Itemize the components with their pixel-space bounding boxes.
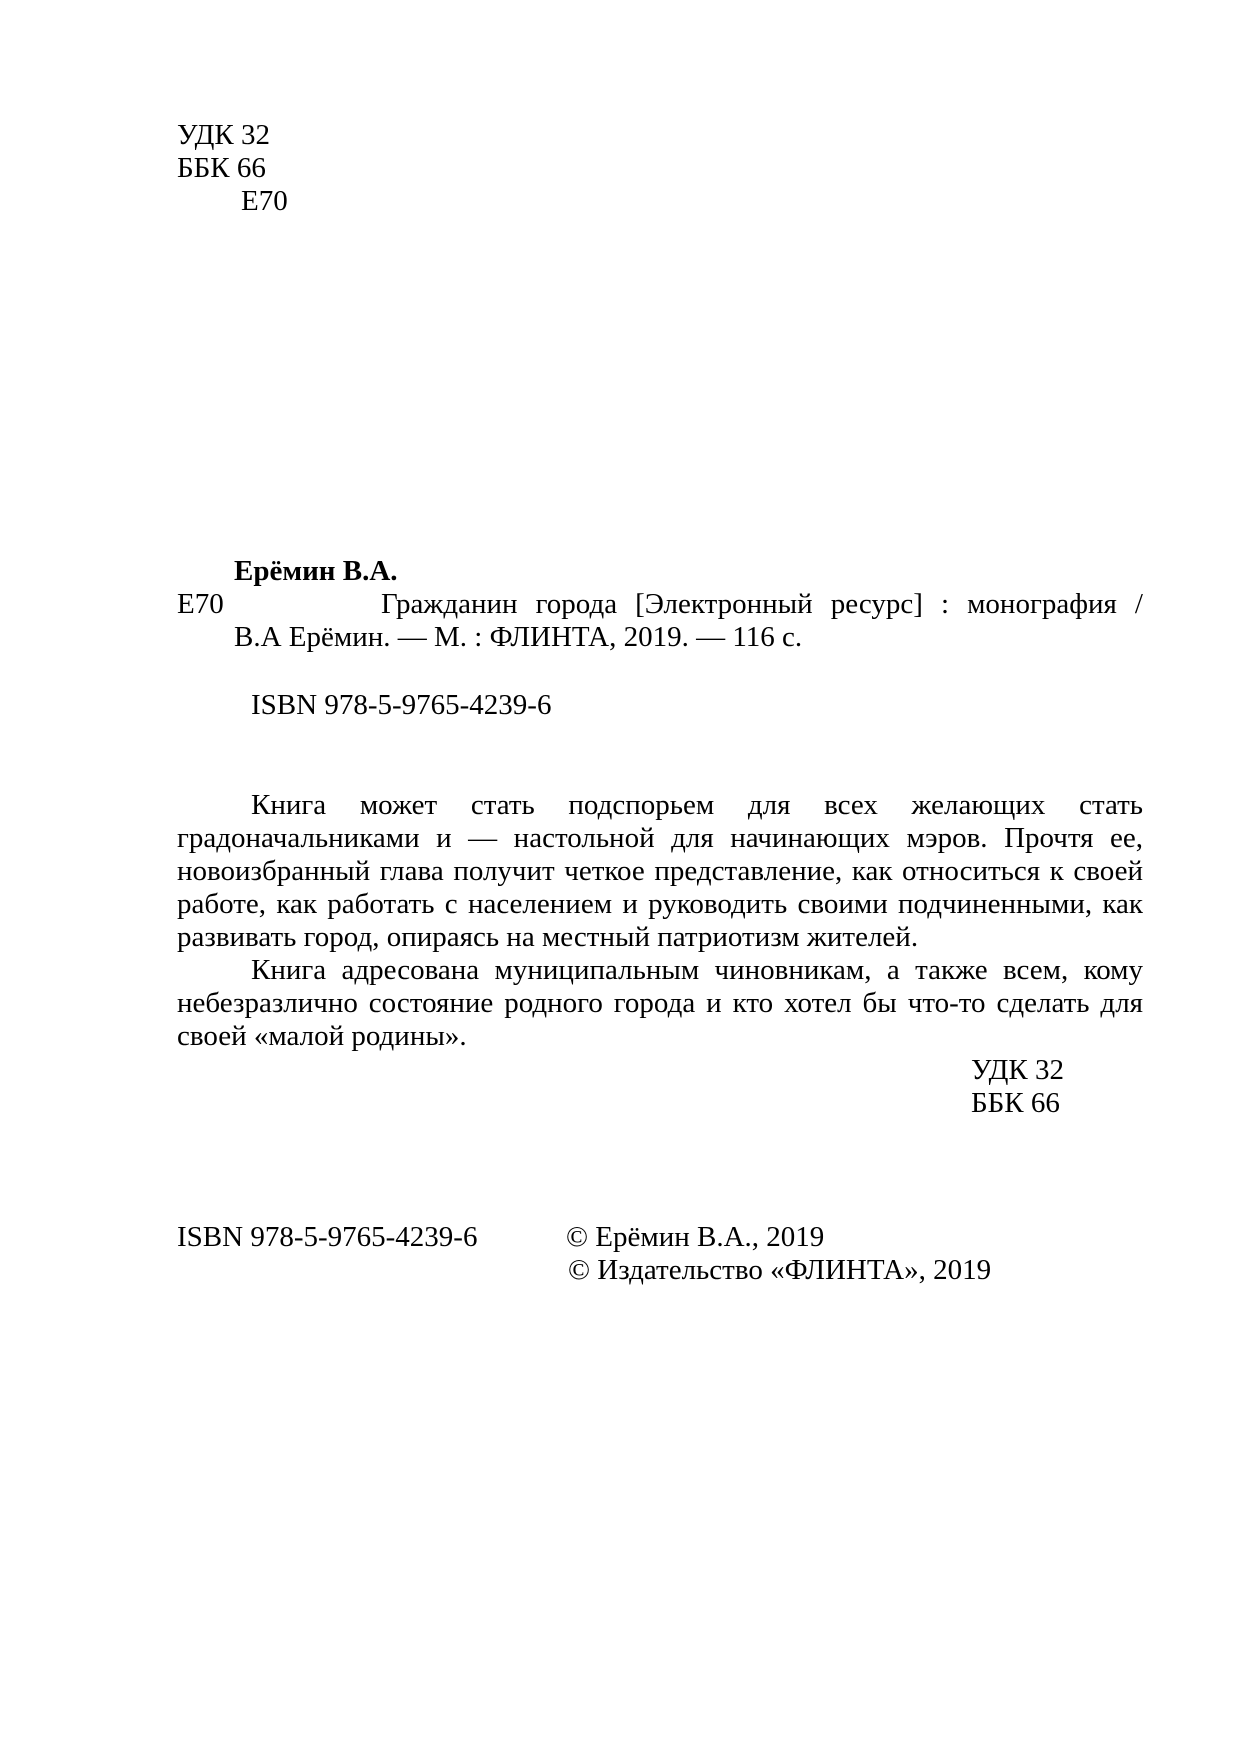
header-author-mark: Е70: [241, 185, 288, 217]
header-bbk: ББК 66: [177, 152, 266, 184]
annotation-p1-line3: новоизбранный глава получит четкое представление, как относиться к своей: [177, 855, 1143, 887]
catalog-mark: Е70: [177, 588, 224, 620]
annotation-p2-line1: Книга адресована муниципальным чиновникам, а также всем, кому: [251, 954, 1143, 986]
annotation-p1-line1: Книга может стать подспорьем для всех желающих стать: [251, 789, 1143, 821]
annotation-p1-line4: работе, как работать с населением и руководить своими подчиненными, как: [177, 888, 1143, 920]
footer-isbn: ISBN 978-5-9765-4239-6: [177, 1221, 478, 1253]
catalog-title-line: Гражданин города [Электронный ресурс] : монография /: [381, 588, 1143, 620]
annotation-p2-line2: небезразлично состояние родного города и кто хотел бы что-то сделать для: [177, 987, 1143, 1019]
catalog-imprint-line: В.А Ерёмин. — М. : ФЛИНТА, 2019. — 116 с.: [234, 621, 803, 653]
catalog-isbn: ISBN 978-5-9765-4239-6: [251, 689, 552, 721]
catalog-author: Ерёмин В.А.: [234, 555, 398, 587]
annotation-bbk: ББК 66: [971, 1087, 1060, 1119]
annotation-p1-line5: развивать город, опираясь на местный патриотизм жителей.: [177, 921, 919, 953]
annotation-udk: УДК 32: [971, 1054, 1064, 1086]
annotation-p1-line2: градоначальниками и — настольной для начинающих мэров. Прочтя ее,: [177, 822, 1143, 854]
header-udk: УДК 32: [177, 119, 270, 151]
annotation-p2-line3: своей «малой родины».: [177, 1020, 467, 1052]
footer-copyright-publisher: © Издательство «ФЛИНТА», 2019: [568, 1254, 992, 1286]
footer-copyright-author: © Ерёмин В.А., 2019: [566, 1221, 825, 1253]
